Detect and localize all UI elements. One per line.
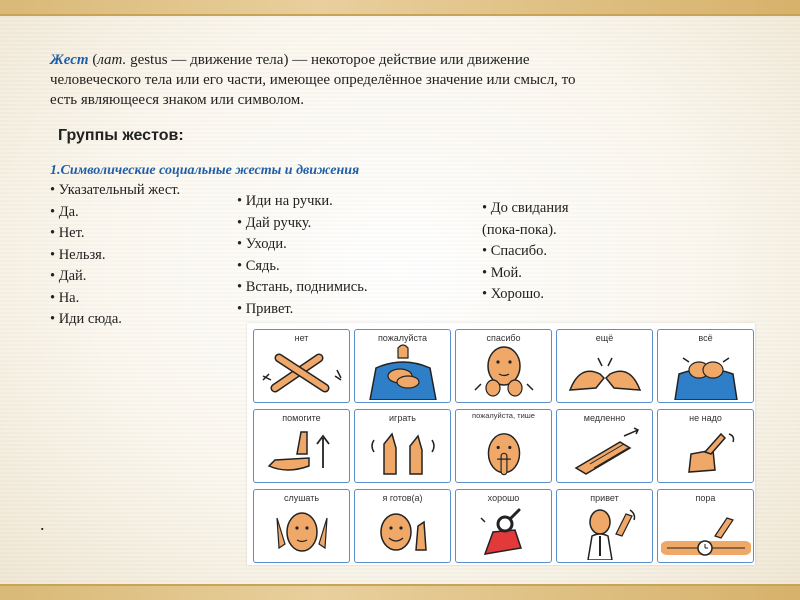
shaking-hands-icon: [358, 424, 448, 480]
card-khorosho: [455, 489, 552, 563]
card-label: спасибо: [486, 333, 521, 343]
card-label: хорошо: [487, 493, 520, 503]
list-item: • Указательный жест.: [50, 180, 180, 202]
list-item: • До свидания: [482, 198, 569, 220]
groups-heading: Группы жестов:: [58, 127, 184, 144]
list-item: • Уходи.: [237, 234, 367, 256]
card-label: не надо: [689, 413, 722, 423]
list-item: • Сядь.: [237, 256, 367, 278]
card-label: пожалуйста, тише: [472, 411, 535, 420]
card-label: я готов(а): [382, 493, 423, 503]
list-item: • Нет.: [50, 223, 180, 245]
list-item: • Дай.: [50, 266, 180, 288]
card-igrat: [354, 409, 451, 483]
hands-at-ears-icon: [257, 504, 347, 560]
gesture-list-col1: [50, 180, 180, 331]
card-label: всё: [698, 333, 713, 343]
card-vse: [657, 329, 754, 403]
card-pozhaluysta: [354, 329, 451, 403]
list-item: • Дай ручку.: [237, 213, 367, 235]
card-label: пора: [695, 493, 716, 503]
card-pora: [657, 489, 754, 563]
crossed-hands-icon: [257, 344, 347, 400]
card-net: [253, 329, 350, 403]
list-item: • Да.: [50, 202, 180, 224]
slow-hand-icon: [560, 424, 650, 480]
card-pomogite: [253, 409, 350, 483]
bottom-band: [0, 584, 800, 600]
card-eshche: [556, 329, 653, 403]
card-label: ещё: [595, 333, 614, 343]
card-ya-gotov: [354, 489, 451, 563]
gesture-list-col3: [482, 198, 569, 306]
gesture-pictogram-grid: [247, 323, 755, 565]
card-spasibo: [455, 329, 552, 403]
finger-on-lips-icon: [459, 428, 549, 482]
definition-paragraph: [50, 50, 590, 110]
card-label: пожалуйста: [377, 333, 428, 343]
card-label: медленно: [583, 413, 626, 423]
wagging-finger-icon: [661, 424, 751, 480]
waving-person-icon: [560, 504, 650, 560]
list-item: • Встань, поднимись.: [237, 277, 367, 299]
list-item: • На.: [50, 288, 180, 310]
card-ne-nado: [657, 409, 754, 483]
card-label: помогите: [282, 413, 321, 423]
card-slushat: [253, 489, 350, 563]
definition-text: gestus — движение тела) — некоторое действие или движение человеческого тела или его части, имеющее определённое значение или смысл, то есть являющееся знаком или символом.: [50, 52, 576, 108]
list-item: • Нельзя.: [50, 245, 180, 267]
definition-term: Жест: [50, 52, 89, 68]
list-item-continuation: (пока-пока).: [482, 221, 557, 238]
card-medlenno: [556, 409, 653, 483]
list-item: • Мой.: [482, 263, 569, 285]
gesture-list-col2: [237, 191, 367, 320]
card-label: нет: [294, 333, 309, 343]
two-hands-together-icon: [560, 344, 650, 400]
ready-face-icon: [358, 504, 448, 560]
latin-abbrev: лат.: [97, 52, 127, 68]
list-item: • Привет.: [237, 299, 367, 321]
card-privet: [556, 489, 653, 563]
card-label: играть: [389, 413, 416, 423]
card-label: привет: [590, 493, 619, 503]
ok-hand-icon: [459, 504, 549, 560]
definition-open-paren: (: [92, 52, 98, 68]
watch-tap-icon: [661, 504, 751, 560]
helping-hands-icon: [257, 424, 347, 480]
stray-dot: .: [40, 514, 45, 534]
top-band: [0, 0, 800, 16]
list-item: • Иди на ручки.: [237, 191, 367, 213]
hands-clasped-icon: [661, 344, 751, 400]
card-pozhaluysta-tishe: [455, 409, 552, 483]
list-item: • Иди сюда.: [50, 309, 180, 331]
card-label: слушать: [283, 493, 320, 503]
category-title: 1.Символические социальные жесты и движения: [50, 163, 360, 178]
face-hands-chin-icon: [459, 344, 549, 400]
list-item: • Спасибо.: [482, 241, 569, 263]
hands-on-chest-icon: [358, 344, 448, 400]
list-item: • Хорошо.: [482, 284, 569, 306]
